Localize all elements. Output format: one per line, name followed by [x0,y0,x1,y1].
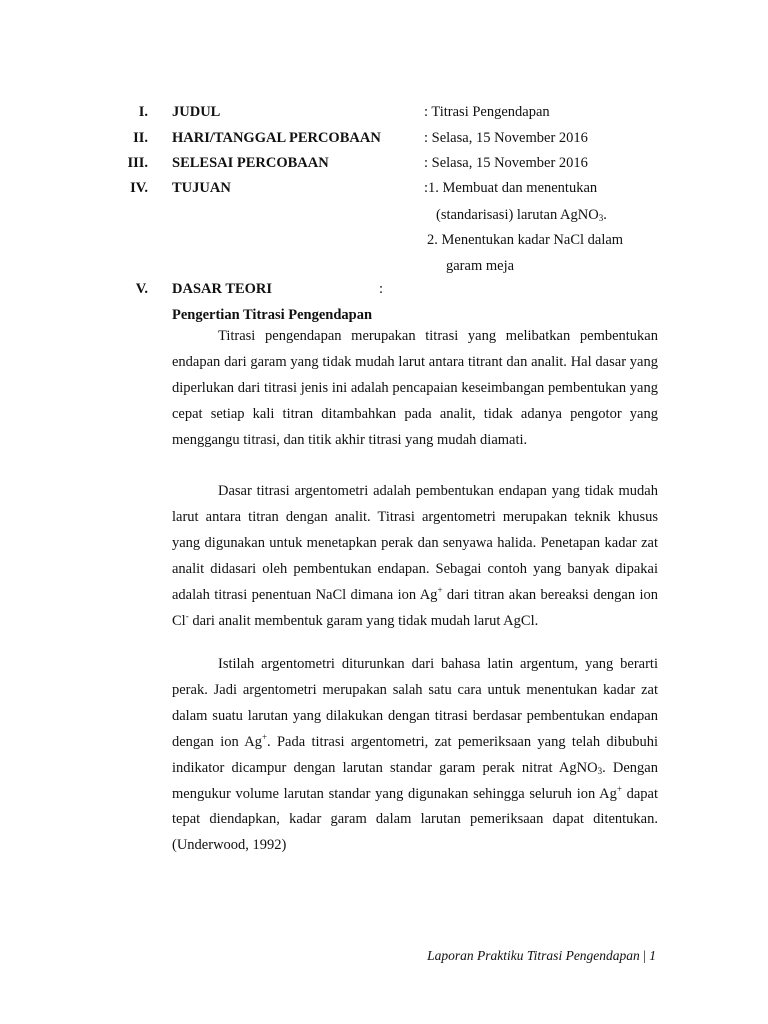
subscript: 3 [597,765,603,776]
superscript: + [261,731,268,742]
footer-text: Laporan Praktiku Titrasi Pengendapan [427,948,640,963]
tujuan-cont-end: . [603,207,607,223]
section-title: DASAR TEORI [172,281,273,297]
paragraph-3-text: . Pada titrasi argentometri, zat pemeriksaan yang telah dibubuhi indikator dicampur dengan larutan standar garam perak nitrat AgNO [172,733,658,776]
paragraph-3 [172,652,658,859]
footer-separator: | [639,948,650,963]
row-label-selesai: SELESAI PERCOBAAN [172,155,329,171]
row-number: II. [133,130,148,146]
tujuan-cont-text: (standarisasi) larutan AgNO [436,207,599,223]
subscript: 3 [598,213,604,223]
superscript: - [185,610,189,621]
paragraph-3-text: Istilah argentometri diturunkan dari bahasa latin argentum, yang berarti perak. Jadi argentometri merupakan salah satu cara untuk menentukan kadar zat dalam suatu larutan yang dilakukan dengan titrasi berdasar pembentukan endapan dengan ion Ag [172,656,658,750]
row-label-tujuan: TUJUAN [172,180,231,196]
tujuan-continuation [436,206,607,224]
paragraph-3-text: . Dengan mengukur volume larutan standar yang digunakan sehingga seluruh ion Ag [172,759,658,802]
row-number: I. [138,104,148,120]
page-number: 1 [649,948,656,963]
page-footer [427,948,656,964]
section-colon: : [379,281,384,297]
row-label-judul: JUDUL [172,104,221,120]
superscript: + [616,783,622,794]
row-number: III. [127,155,148,171]
tujuan-item-2-cont: garam meja [446,258,515,274]
superscript: + [437,584,443,595]
section-subtitle: Pengertian Titrasi Pengendapan [172,307,373,323]
paragraph-1: Titrasi pengendapan merupakan titrasi yang melibatkan pembentukan endapan dari garam yang tidak mudah larut antara titrant dan analit. Hal dasar yang diperlukan dari titrasi jenis ini adalah pencapaian keseimbangan pembentukan yang cepat setiap kali titran ditambahkan pada analit, tidak adanya pengotor yang menggangu titrasi, dan titik akhir titrasi yang mudah diamati. [172,328,658,448]
paragraph-2-text: dari analit membentuk garam yang tidak mudah larut AgCl. [188,612,539,629]
paragraph-3-text: dapat tepat diendapkan, kadar garam dalam larutan pemeriksaan dapat ditentukan. (Underwood, 1992) [172,785,658,854]
tujuan-item-2: 2. Menentukan kadar NaCl dalam [427,232,624,248]
section-number: V. [135,281,148,297]
row-label-tanggal: HARI/TANGGAL PERCOBAAN [172,130,381,146]
row-value-tanggal: : Selasa, 15 November 2016 [424,130,588,146]
row-number: IV. [130,180,148,196]
row-value-tujuan: :1. Membuat dan menentukan [424,180,598,196]
paragraph-2 [172,479,658,634]
row-value-selesai: : Selasa, 15 November 2016 [424,155,588,171]
row-value-judul: : Titrasi Pengendapan [424,104,550,120]
paragraph-2-text: Dasar titrasi argentometri adalah pembentukan endapan yang tidak mudah larut antara titran dengan analit. Titrasi argentometri merupakan teknik khusus yang digunakan untuk menetapkan perak dan senyawa halida. Penetapan kadar zat analit didasari oleh pembentukan endapan. Sebagai contoh yang banyak dipakai adalah titrasi penentuan NaCl dimana ion Ag [172,483,658,603]
paragraph-2-text: dari titran akan bereaksi dengan ion Cl [172,586,658,629]
